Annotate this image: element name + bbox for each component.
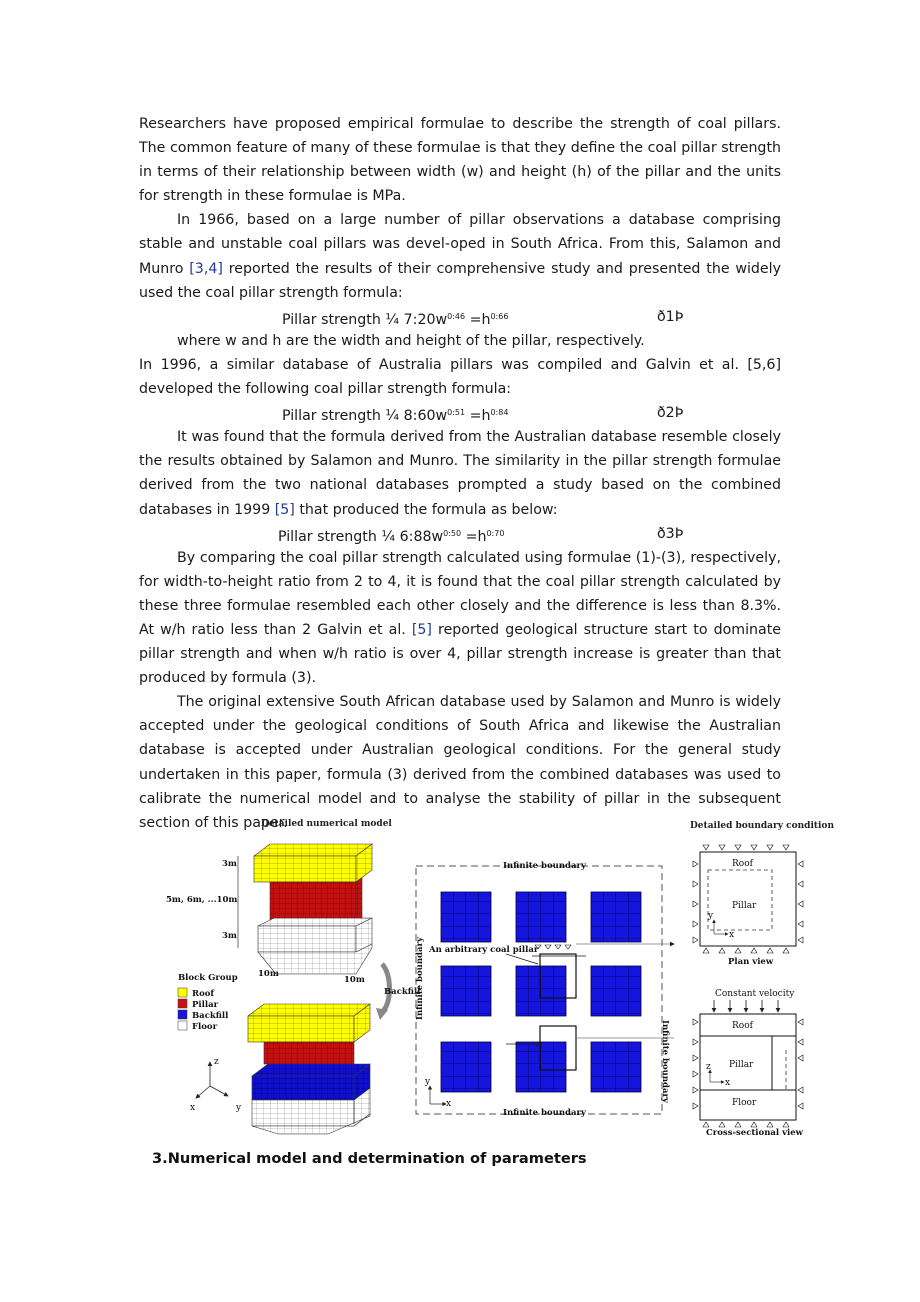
dimension-label: 3m [222,859,237,869]
section-heading: 3.Numerical model and determination of parameters [152,1150,587,1167]
equation-number: ð2Þ [657,405,684,422]
plan-view-diagram [693,845,803,967]
legend-label: Backfill [192,1011,229,1021]
roller-support-icon [693,861,698,943]
paragraph-4: In 1996, a similar database of Australia pillars was compiled and Galvin et al. [5,6] developed the following coal pillar strength formula: [139,356,781,398]
region-label: Roof [732,1021,753,1031]
axis-label: y [236,1103,242,1113]
velocity-label: Constant velocity [715,989,795,999]
legend-label: Roof [192,989,215,999]
axes-3d [190,1057,242,1113]
pillar-cell [441,966,491,1016]
roller-support-icon [798,1019,803,1109]
axis-label: x [190,1103,196,1113]
legend-swatch-roof [178,988,187,997]
pillar-cell [441,1042,491,1092]
equation-number: ð1Þ [657,308,684,325]
model-block-bottom [248,1004,370,1134]
body-text [139,112,781,835]
model-block-top [254,844,372,974]
boundary-label: Infinite boundary [660,1020,670,1103]
axis-label: x [729,930,735,940]
arrow-head-icon [376,1008,388,1020]
legend-label: Floor [192,1022,218,1032]
axis-label: y [425,1077,431,1087]
pillar-cell [516,892,566,942]
region-label: Pillar [732,901,757,911]
region-label: Roof [732,859,753,869]
equation-1: Pillar strength ¼ $7:20w^{0:46} =h^{0:66}$ ð1Þ [139,305,781,329]
boundary-title: Detailed boundary condition [690,821,834,831]
equation-2: Pillar strength ¼ $8:60w^{0:51} =h^{0:84}$ ð2Þ [139,401,781,425]
axis-label: z [706,1062,711,1072]
callout-leader [506,954,538,964]
boundary-label: Infinite boundary [503,1108,586,1118]
dimension-label: 10m [258,969,279,979]
equation-number: ð3Þ [657,525,684,542]
pillar-cell [516,1042,566,1092]
legend-swatch-backfill [178,1010,187,1019]
callout-label: An arbitrary coal pillar [429,945,539,955]
equation-3: Pillar strength ¼ $6:88w^{0:50} =h^{0:70}$ ð3Þ [139,522,781,546]
pillar-cell [591,1042,641,1092]
pillar-cell [591,966,641,1016]
legend-swatch-pillar [178,999,187,1008]
paragraph-where: where w and h are the width and height of the pillar, respectively. [177,332,645,349]
legend [178,988,229,1032]
dimension-label: 5m, 6m, ...10m [166,895,238,905]
legend-swatch-floor [178,1021,187,1030]
axis-label: x [446,1099,452,1109]
figure-numerical-model [166,814,834,1140]
pillar-cell [516,966,566,1016]
axis-label: y [708,911,714,921]
paragraph-2: In 1966, based on a large number of pillar observations a database comprising stable and unstable coal pillars was devel-oped in South Africa. From this, Salamon and Munro [3,4] reported the results of their comprehensive study and presented the widely used the coal pillar strength formula: [139,212,781,301]
dimension-label: 3m [222,931,237,941]
region-label: Pillar [729,1060,754,1070]
citation-link[interactable]: [5] [411,621,432,638]
model-title: Detailed numerical model [261,819,392,829]
boundary-label: Infinite boundary [503,861,586,871]
cross-section-caption: Cross-sectional view [706,1128,803,1138]
axis-label: x [725,1078,731,1088]
roller-support-icon [703,1122,789,1127]
legend-title: Block Group [178,973,238,983]
citation-link[interactable]: [5] [274,501,295,518]
dimension-label: 10m [344,975,365,985]
pillar-cell [441,892,491,942]
paragraph-7: The original extensive South African database used by Salamon and Munro is widely accepted under the geological conditions of South Africa and likewise the Australian database is accepted under Australian geological conditions. For the general study undertaken in this paper, formula (3) derived from the combined databases was used to calibrate the numerical model and to analyse the stability of pillar in the subsequent section of this paper. [139,694,781,831]
roller-support-icon [535,945,571,949]
plan-array [415,861,674,1118]
backfill-label: Backfill [384,987,421,997]
paragraph-1: Researchers have proposed empirical formulae to describe the strength of coal pillars. The common feature of many of these formulae is that they define the coal pillar strength in terms of their relationship between width (w) and height (h) of the pillar and the units for strength in these formulae is MPa. [139,116,781,205]
paragraph-6: By comparing the coal pillar strength calculated using formulae (1)-(3), respectively, for width-to-height ratio from 2 to 4, it is found that the coal pillar strength calculated by these three formulae resembled each other closely and the difference is less than 8.3%. At w/h ratio less than 2 Galvin et al. [5] reported geological structure start to dominate pillar strength and when w/h ratio is over 4, pillar strength increase is greater than that produced by formula (3). [139,549,781,687]
axis-label: z [214,1057,219,1067]
citation-link[interactable]: [3,4] [189,260,223,277]
roller-support-icon [703,948,789,953]
boundary-label: Infinite boundary [415,937,425,1020]
plan-view-caption: Plan view [728,957,774,967]
pillar-cell [591,892,641,942]
roller-support-icon [703,845,789,850]
paragraph-5: It was found that the formula derived from the Australian database resemble closely the results obtained by Salamon and Munro. The similarity in the pillar strength formulae derived from the two national databases prompted a study based on the combined databases in 1999 [5] that produced the formula as below: [139,429,781,518]
roller-support-icon [798,861,803,943]
region-label: Floor [732,1098,757,1108]
roller-support-icon [693,1019,698,1109]
legend-label: Pillar [192,1000,219,1010]
cross-section-diagram [693,989,804,1138]
